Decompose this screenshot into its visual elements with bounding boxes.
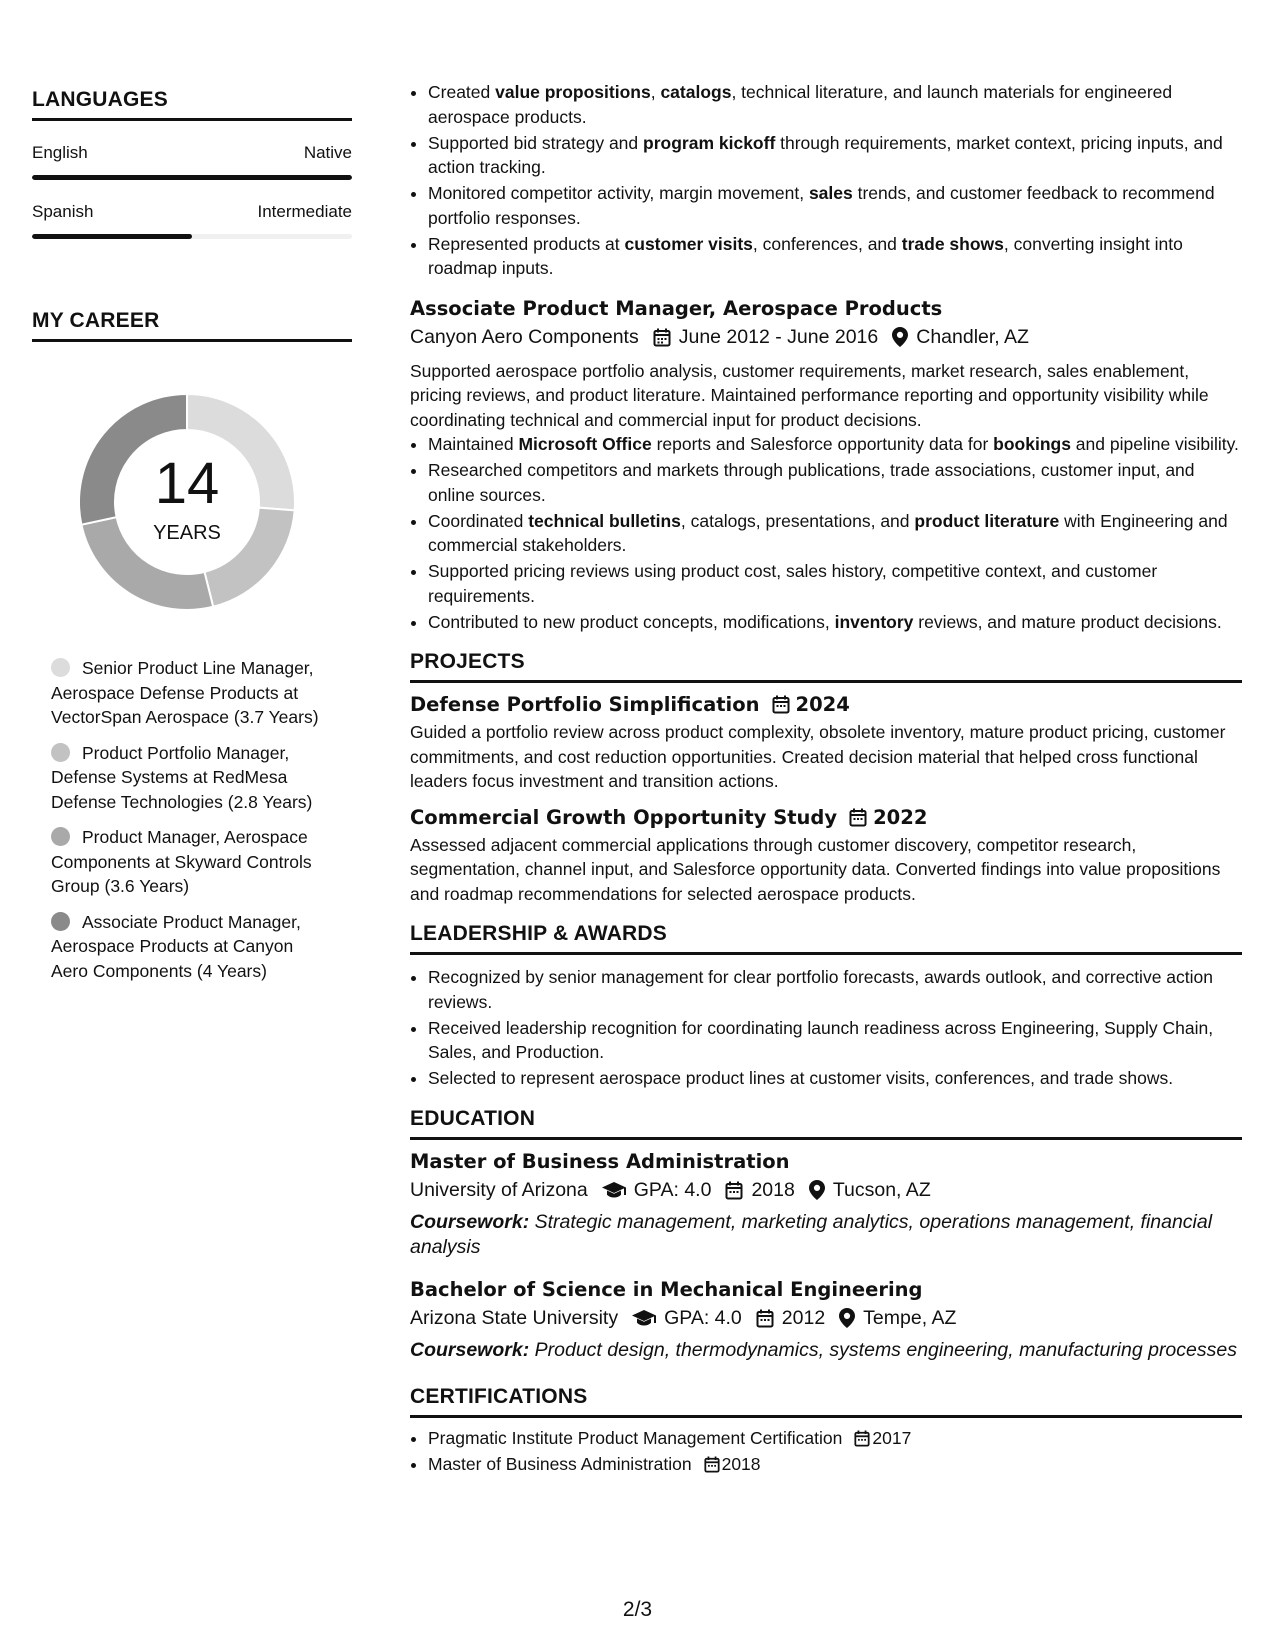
bullet-emphasis: inventory	[834, 611, 914, 632]
language-item-english	[32, 143, 352, 180]
calendar-icon	[725, 1181, 743, 1200]
bullet-text: Contributed to new product concepts, modifications,	[428, 611, 835, 632]
bullet-text: ,	[650, 82, 661, 102]
bullet-item	[428, 432, 1242, 457]
donut-center	[67, 382, 307, 622]
bullet-emphasis: bookings	[993, 434, 1071, 454]
language-level: Native	[303, 143, 352, 162]
bullet-text: with Engineering and commercial stakeholders.	[428, 510, 1228, 555]
project-description: Assessed adjacent commercial applications through customer discovery, competitor research, segmentation, channel input, and Salesforce opportunity data. Converted findings into value propositions and roadmap recommendations for selected aerospace products.	[410, 834, 1221, 904]
career-years-unit: YEARS	[153, 522, 221, 544]
bullet-text: reviews, and mature product decisions.	[913, 611, 1222, 632]
bullet-text: Supported pricing reviews using product cost, sales history, competitive context, and customer requirements.	[428, 561, 1158, 606]
bullet-text: and pipeline visibility.	[1070, 434, 1239, 454]
bullet-text: , converting insight into roadmap inputs.	[428, 233, 1183, 278]
education-entry	[410, 1150, 1242, 1260]
project-entry	[410, 806, 1242, 907]
bullet-item	[428, 458, 1242, 507]
language-name: English	[32, 143, 88, 162]
job-meta	[410, 326, 1242, 349]
bullet-emphasis: Microsoft Office	[518, 434, 652, 454]
calendar-icon	[756, 1309, 774, 1328]
bullet-text: , catalogs, presentations, and	[680, 510, 915, 531]
job-bullets	[410, 432, 1242, 634]
bullet-emphasis: trade shows	[901, 233, 1004, 254]
coursework-text: Strategic management, marketing analytics, operations management, financial analysis	[410, 1210, 1213, 1258]
project-title: Defense Portfolio Simplification	[410, 693, 760, 716]
leadership-heading: LEADERSHIP & AWARDS	[410, 922, 1242, 955]
career-legend	[51, 656, 331, 983]
job-title: Associate Product Manager, Aerospace Products	[410, 296, 943, 320]
education-meta	[410, 1307, 1242, 1330]
education-degree: Bachelor of Science in Mechanical Engineering	[410, 1277, 923, 1301]
project-description: Guided a portfolio review across product complexity, obsolete inventory, mature product pricing, customer commitments, and cost reduction opportunities. Created decision material that helped cross functional leaders focus investment and transition actions.	[410, 722, 1226, 791]
career-legend-item	[51, 741, 331, 815]
bullet-item: • Received leadership recognition for coordinating launch readiness across Engineering, Supply Chain, Sales, and Production.	[428, 1016, 1242, 1065]
bullet-item	[428, 559, 1242, 608]
calendar-icon	[772, 695, 790, 714]
coursework-label: Coursework:	[410, 1338, 530, 1361]
project-year: 2024	[795, 693, 850, 716]
bullet-text: reports and Salesforce opportunity data for	[651, 434, 994, 454]
legend-dot	[51, 912, 70, 931]
bullet-item	[428, 80, 1242, 129]
bullet-text: Researched competitors and markets through publications, trade associations, customer input, and online sources.	[428, 460, 1195, 505]
bullet-emphasis: technical bulletins	[528, 510, 681, 531]
project-title: Commercial Growth Opportunity Study	[410, 805, 838, 829]
language-level-fill	[32, 234, 192, 239]
career-legend-item	[51, 910, 331, 984]
job-dates: June 2012 - June 2016	[678, 325, 879, 348]
certification-list	[410, 1426, 1242, 1477]
coursework-text: Product design, thermodynamics, systems engineering, manufacturing processes	[534, 1338, 1237, 1361]
career-heading: MY CAREER	[32, 309, 352, 342]
bullet-text: Represented products at	[428, 233, 625, 254]
calendar-icon	[653, 328, 671, 347]
bullet-item	[428, 181, 1242, 230]
job-summary: Supported aerospace portfolio analysis, customer requirements, market research, sales enablement, pricing reviews, and product literature. Maintained performance reporting and opportunity visibility while coordinating technical and commercial input for product decisions.	[410, 360, 1209, 430]
coursework-label: Coursework:	[410, 1210, 530, 1233]
bullet-text: , technical literature, and launch materials for engineered aerospace products.	[428, 82, 1173, 127]
career-legend-item	[51, 825, 331, 899]
bullet-text: through requirements, market context, pricing inputs, and action tracking.	[428, 132, 1223, 177]
job-entry	[410, 297, 1242, 635]
bullet-item: • Recognized by senior management for clear portfolio forecasts, awards outlook, and corrective action reviews.	[428, 965, 1242, 1014]
languages-heading: LANGUAGES	[32, 88, 352, 121]
education-year: 2018	[751, 1178, 795, 1201]
education-location: Tucson, AZ	[832, 1178, 931, 1201]
education-school: Arizona State University	[410, 1306, 619, 1329]
education-meta	[410, 1179, 1242, 1202]
page-number: 2/3	[622, 1598, 653, 1621]
projects-heading: PROJECTS	[410, 650, 1242, 683]
language-name: Spanish	[32, 202, 94, 221]
project-title-row	[410, 693, 1242, 716]
project-title-row	[410, 806, 1242, 829]
calendar-icon	[854, 1430, 870, 1447]
previous-job-bullets	[410, 80, 1242, 281]
legend-label: Senior Product Line Manager, Aerospace Defense Products at VectorSpan Aerospace (3.7 Years)	[51, 658, 319, 727]
bullet-emphasis: value propositions	[495, 82, 651, 102]
legend-label: Product Manager, Aerospace Components at Skyward Controls Group (3.6 Years)	[51, 827, 312, 896]
language-level-bar	[32, 175, 352, 180]
bullet-text: Created	[428, 82, 496, 102]
education-year: 2012	[781, 1306, 826, 1329]
bullet-text: Supported bid strategy and	[428, 132, 644, 153]
career-legend-item	[51, 656, 331, 730]
project-year: 2022	[873, 805, 928, 829]
job-location: Chandler, AZ	[916, 325, 1029, 348]
education-school: University of Arizona	[410, 1178, 588, 1201]
legend-label: Product Portfolio Manager, Defense Systems at RedMesa Defense Technologies (2.8 Years)	[51, 742, 313, 812]
bullet-item	[428, 232, 1242, 281]
bullet-item	[428, 509, 1242, 558]
bullet-emphasis: sales	[808, 183, 853, 203]
certifications-heading: CERTIFICATIONS	[410, 1385, 1242, 1418]
career-total-years: 14	[154, 451, 220, 516]
legend-dot	[51, 658, 70, 677]
calendar-icon	[849, 808, 867, 827]
certification-name: Master of Business Administration	[428, 1453, 692, 1474]
education-degree: Master of Business Administration	[410, 1149, 790, 1173]
bullet-text: trends, and customer feedback to recommend portfolio responses.	[428, 183, 1215, 228]
certification-name: Pragmatic Institute Product Management Certification	[428, 1427, 843, 1448]
main-column	[410, 80, 1242, 1478]
career-donut-chart	[67, 382, 307, 622]
bullet-item	[428, 610, 1242, 635]
location-pin-icon	[892, 327, 908, 347]
bullet-text: Coordinated	[428, 510, 529, 531]
language-level: Intermediate	[257, 202, 352, 221]
education-entry	[410, 1278, 1242, 1363]
language-level-fill	[32, 175, 352, 180]
graduation-cap-icon	[602, 1181, 626, 1199]
education-coursework	[410, 1338, 1242, 1363]
legend-dot	[51, 743, 70, 762]
location-pin-icon	[809, 1180, 825, 1200]
language-level-bar	[32, 234, 352, 239]
location-pin-icon	[839, 1308, 855, 1328]
bullet-item	[428, 131, 1242, 180]
language-item-spanish	[32, 202, 352, 239]
bullet-text: Maintained	[428, 434, 519, 454]
graduation-cap-icon	[632, 1309, 656, 1327]
bullet-emphasis: catalogs	[660, 82, 732, 102]
certification-year: 2017	[872, 1427, 912, 1448]
education-gpa: GPA: 4.0	[633, 1178, 712, 1201]
leadership-bullets	[410, 965, 1242, 1091]
bullet-text: Monitored competitor activity, margin movement,	[428, 183, 809, 203]
education-location: Tempe, AZ	[863, 1306, 957, 1329]
calendar-icon	[704, 1456, 720, 1473]
legend-label: Associate Product Manager, Aerospace Products at Canyon Aero Components (4 Years)	[51, 911, 301, 981]
education-heading: EDUCATION	[410, 1107, 1242, 1140]
bullet-text: , conferences, and	[752, 233, 902, 254]
bullet-emphasis: customer visits	[624, 233, 753, 254]
education-gpa: GPA: 4.0	[664, 1306, 742, 1329]
job-company: Canyon Aero Components	[410, 325, 639, 348]
certification-item	[428, 1452, 1242, 1477]
bullet-emphasis: program kickoff	[643, 132, 776, 153]
certification-year: 2018	[721, 1453, 761, 1474]
bullet-emphasis: product literature	[914, 510, 1060, 531]
sidebar	[32, 88, 352, 994]
legend-dot	[51, 827, 70, 846]
education-coursework	[410, 1210, 1242, 1260]
project-entry	[410, 693, 1242, 794]
bullet-item: • Selected to represent aerospace product lines at customer visits, conferences, and trade shows.	[428, 1066, 1242, 1091]
certification-item	[428, 1426, 1242, 1451]
